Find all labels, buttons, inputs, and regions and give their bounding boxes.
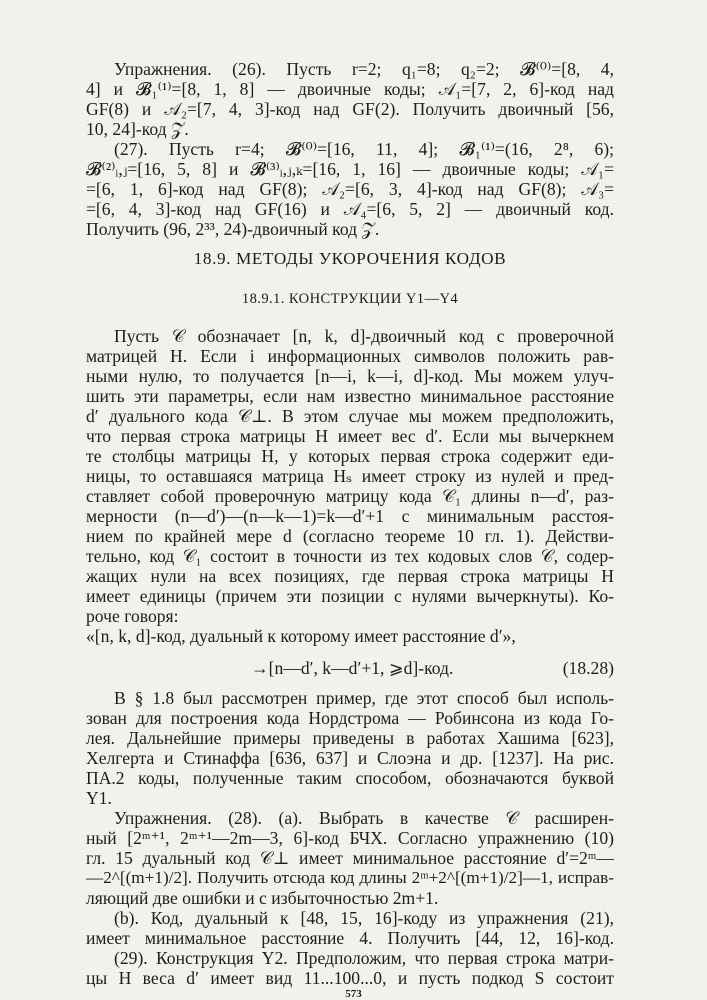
text-line: ляющий две ошибки и с избыточностью 2m+1. [86, 888, 439, 908]
text-line: шить эти параметры, если нам известно минимальное расстояние [86, 386, 614, 406]
formula-expression: →[n—d′, k—d′+1, ⩾d]-код. [251, 658, 454, 678]
text-line: 𝓑⁽²⁾ᵢ,ⱼ=[16, 5, 8] и 𝓑⁽³⁾ᵢ,ⱼ,ₖ=[16, 1, 16] — двоичные коды; 𝒜₁= [86, 159, 614, 179]
text-line: мерности (n—d′)—(n—k—1)=k—d′+1 с минимальным расстоя- [86, 506, 614, 526]
text-line: ницы, то оставшаяся матрица Hₛ имеет строку из нулей и пред- [86, 466, 614, 486]
text-line: Пусть 𝒞 обозначает [n, k, d]-двоичный код с проверочной [114, 326, 614, 346]
text-line: роче говоря: [86, 606, 179, 626]
section-heading: 18.9. МЕТОДЫ УКОРОЧЕНИЯ КОДОВ [193, 249, 507, 268]
text-line: Хелгерта и Стинаффа [636, 637] и Слоэна и др. [1237]. На рис. [86, 748, 614, 768]
text-line: матрицей H. Если i информационных символов положить рав- [86, 346, 614, 366]
text-line: «[n, k, d]-код, дуальный к которому имеет расстояние d′», [86, 626, 516, 646]
text-line: 4] и 𝓑₁⁽¹⁾=[8, 1, 8] — двоичные коды; 𝒜₁=[7, 2, 6]-код над [86, 79, 614, 99]
text-line: те столбцы матрицы H, у которых первая строка содержит еди- [86, 446, 614, 466]
text-line: лея. Дальнейшие примеры приведены в работах Хашима [623], [86, 728, 614, 748]
text-line: цы H веса d′ имеет вид 11...100...0, и пусть подкод S состоит [86, 968, 614, 988]
text-line: ПА.2 коды, полученные таким способом, обозначаются буквой [86, 768, 614, 788]
equation-number: (18.28) [562, 658, 614, 678]
text-line: Y1. [86, 788, 112, 808]
subsection-heading: 18.9.1. КОНСТРУКЦИИ Y1—Y4 [241, 291, 459, 307]
text-line: нием по крайней мере d (согласно теореме 10 гл. 1). Действи- [86, 526, 614, 546]
text-line: (29). Конструкция Y2. Предположим, что первая строка матри- [114, 948, 614, 968]
text-line: GF(8) и 𝒜₂=[7, 4, 3]-код над GF(2). Получить двоичный [56, [86, 99, 614, 119]
text-line: имеет единицы (причем эти позиции с нулями вычеркнуты). Ко- [86, 586, 614, 606]
text-line: В § 1.8 был рассмотрен пример, где этот способ был исполь- [114, 688, 614, 708]
text-line: =[6, 1, 6]-код над GF(8); 𝒜₂=[6, 3, 4]-код над GF(8); 𝒜₃= [86, 179, 614, 199]
text-line: что первая строка матрицы H имеет вес d′. Если мы вычеркнем [86, 426, 614, 446]
text-line: (b). Код, дуальный к [48, 15, 16]-коду из упражнения (21), [114, 908, 614, 928]
text-line: —2^[(m+1)/2]. Получить отсюда код длины 2ᵐ+2^[(m+1)/2]—1, исправ- [86, 868, 614, 887]
text-line: (27). Пусть r=4; 𝓑⁽⁰⁾=[16, 11, 4]; 𝓑₁⁽¹⁾=(16, 2⁸, 6); [114, 139, 614, 159]
text-line: Упражнения. (28). (a). Выбрать в качестве 𝒞 расширен- [114, 808, 614, 828]
text-line: ными нулю, то получается [n—i, k—i, d]-код. Мы можем улуч- [86, 366, 614, 386]
text-line: =[6, 4, 3]-код над GF(16) и 𝒜₄=[6, 5, 2] — двоичный код. [86, 199, 614, 219]
text-line: Упражнения. (26). Пусть r=2; q₁=8; q₂=2; 𝓑⁽⁰⁾=[8, 4, [114, 59, 614, 79]
text-line: гл. 15 дуальный код 𝒞⊥ имеет минимальное расстояние d′=2ᵐ— [86, 848, 614, 868]
text-line: тельно, код 𝒞₁ состоит в точности из тех кодовых слов 𝒞, содер- [86, 546, 614, 566]
text-line: 10, 24]-код 𝒵. [86, 119, 189, 139]
page-number: 573 [345, 988, 362, 1000]
text-line: имеет минимальное расстояние 4. Получить [44, 12, 16]-код. [86, 928, 614, 948]
text-line: жащих нули на всех позициях, где первая строка матрицы H [86, 566, 614, 586]
text-line: ставляет собой проверочную матрицу кода 𝒞₁ длины n—d′, раз- [86, 486, 614, 506]
text-line: зован для построения кода Нордстрома — Робинсона из кода Го- [86, 708, 614, 728]
text-line: Получить (96, 2³³, 24)-двоичный код 𝒵. [86, 219, 380, 239]
text-line: ный [2ᵐ⁺¹, 2ᵐ⁺¹—2m—3, 6]-код БЧХ. Согласно упражнению (10) [86, 828, 614, 848]
text-line: d′ дуального кода 𝒞⊥. В этом случае мы можем предположить, [86, 406, 614, 426]
